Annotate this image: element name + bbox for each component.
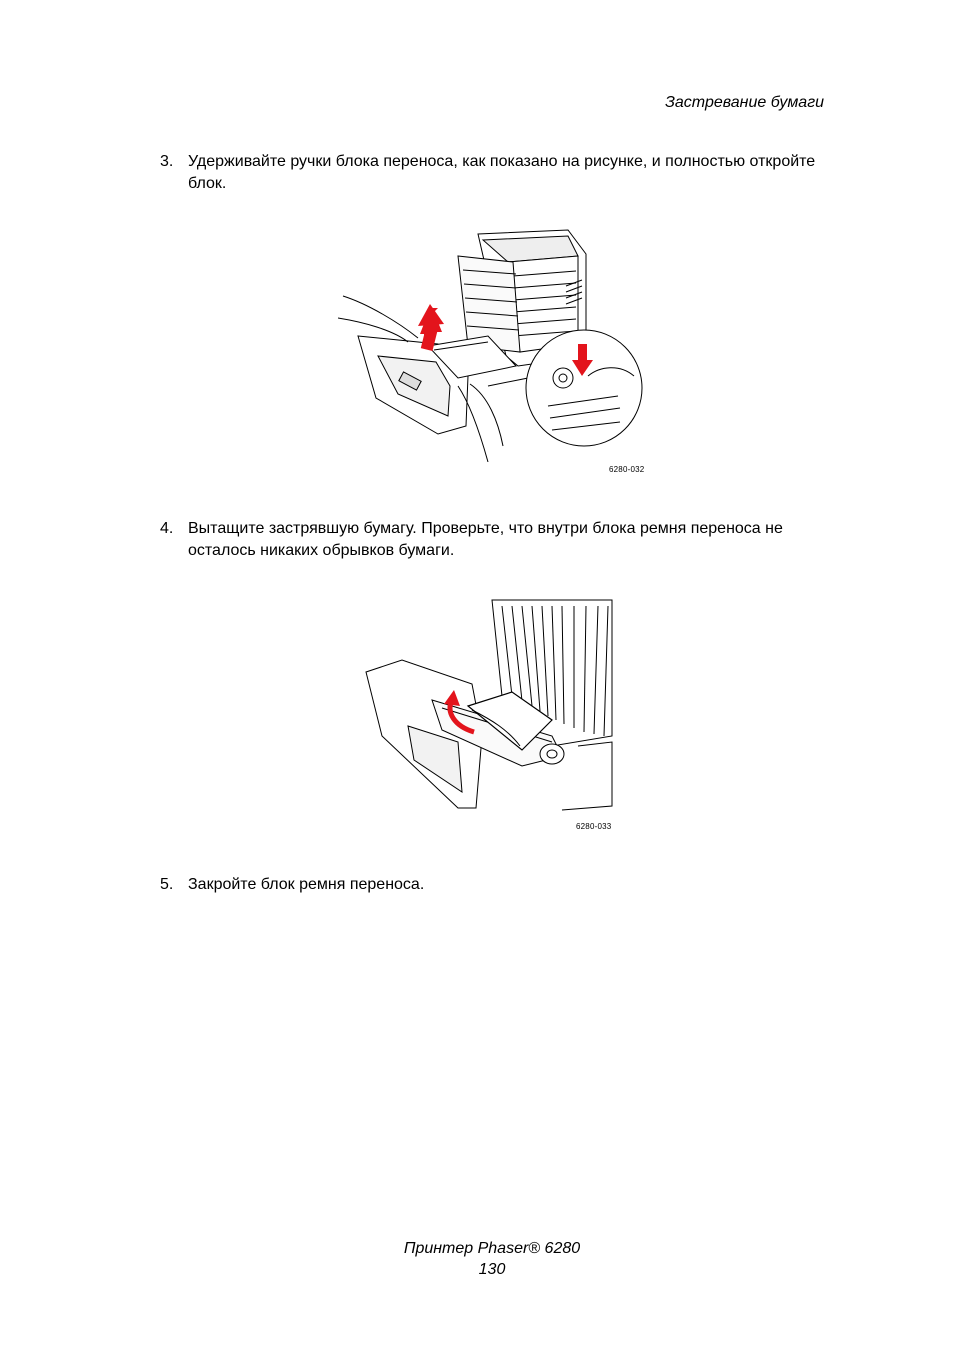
page-number: 130 (478, 1261, 506, 1278)
step-text: Вытащите застрявшую бумагу. Проверьте, что внутри блока ремня переноса не осталось никаких обрывков бумаги. (188, 520, 783, 559)
step-number: 4. (160, 520, 174, 537)
step-3 (160, 151, 840, 195)
page-footer (0, 1238, 954, 1280)
section-title: Застревание бумаги (665, 94, 824, 111)
figure-open-transfer-unit (338, 226, 648, 474)
figure-remove-jammed-paper (362, 596, 616, 831)
step-5 (160, 874, 840, 896)
step-4 (160, 518, 840, 562)
step-text: Закройте блок ремня переноса. (188, 876, 425, 893)
step-number: 3. (160, 153, 174, 170)
product-name: Принтер Phaser® 6280 (403, 1240, 581, 1257)
step-number: 5. (160, 876, 174, 893)
figure-id-label: 6280-032 (609, 465, 645, 474)
figure-id-label: 6280-033 (576, 822, 612, 831)
step-text: Удерживайте ручки блока переноса, как показано на рисунке, и полностью откройте блок. (188, 153, 816, 192)
